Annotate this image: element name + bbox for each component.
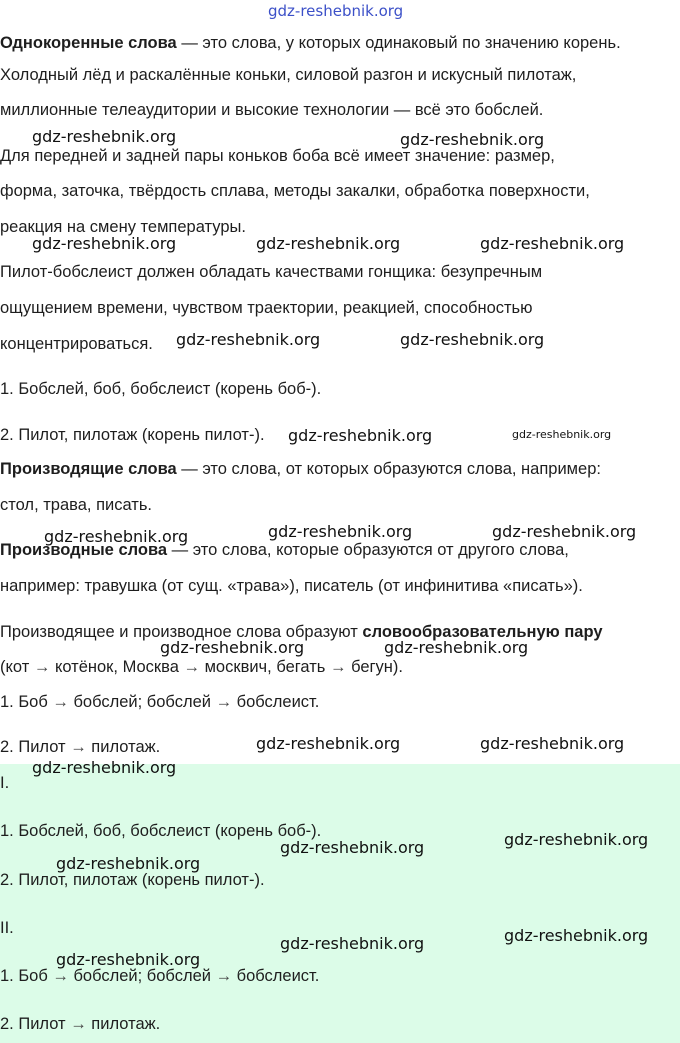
watermark: gdz-reshebnik.org bbox=[268, 522, 413, 541]
answer-block bbox=[0, 764, 680, 1043]
term-pair: словообразовательную пару bbox=[362, 623, 603, 641]
paragraph-cognates-l2: Холодный лёд и раскалённые коньки, силовой разгон и искусный пилотаж, bbox=[0, 66, 577, 84]
arrow-icon: → bbox=[183, 658, 200, 676]
answer-section-1-line-2: 2. Пилот, пилотаж (корень пилот-). bbox=[0, 871, 265, 889]
watermark: gdz-reshebnik.org bbox=[480, 234, 625, 253]
paragraph-pilot-l2: ощущением времени, чувством траектории, реакцией, способностью bbox=[0, 299, 533, 317]
watermark: gdz-reshebnik.org bbox=[280, 838, 425, 857]
arrow-icon: → bbox=[33, 658, 51, 676]
watermark: gdz-reshebnik.org bbox=[256, 234, 401, 253]
paragraph-skates-l2: форма, заточка, твёрдость сплава, методы закалки, обработка поверхности, bbox=[0, 182, 590, 200]
paragraph-derived-l2: например: травушка (от сущ. «трава»), писатель (от инфинитива «писать»). bbox=[0, 577, 583, 595]
chain-line-2: 2. Пилот → пилотаж. bbox=[0, 738, 161, 756]
watermark: gdz-reshebnik.org bbox=[480, 734, 625, 753]
watermark: gdz-reshebnik.org bbox=[32, 234, 177, 253]
paragraph-cognates-l3: миллионные телеаудитории и высокие технологии — всё это бобслей. bbox=[0, 101, 544, 119]
arrow-icon: → bbox=[329, 658, 347, 676]
answer-line-2: 2. Пилот, пилотаж (корень пилот-). bbox=[0, 426, 265, 444]
answer-section-2-line-2: 2. Пилот → пилотаж. bbox=[0, 1015, 161, 1033]
definition-cognates: — это слова, у которых одинаковый по значению корень. bbox=[176, 34, 621, 52]
paragraph-skates-l3: реакция на смену температуры. bbox=[0, 218, 246, 236]
watermark: gdz-reshebnik.org bbox=[32, 758, 177, 777]
watermark: gdz-reshebnik.org bbox=[492, 522, 637, 541]
watermark: gdz-reshebnik.org bbox=[32, 127, 177, 146]
arrow-icon: → bbox=[70, 1015, 87, 1033]
term-derived: Производные слова bbox=[0, 541, 168, 559]
answer-section-2-label: II. bbox=[0, 919, 14, 937]
paragraph-cognates-l1 bbox=[0, 34, 621, 53]
arrow-icon: → bbox=[215, 693, 233, 711]
watermark: gdz-reshebnik.org bbox=[160, 638, 305, 657]
paragraph-producing-l2: стол, трава, писать. bbox=[0, 496, 153, 514]
watermark: gdz-reshebnik.org bbox=[56, 854, 201, 873]
arrow-icon: → bbox=[70, 738, 87, 756]
arrow-icon: → bbox=[215, 967, 233, 985]
answer-line-1: 1. Бобслей, боб, бобслеист (корень боб-). bbox=[0, 380, 322, 398]
answer-section-1-line-1: 1. Бобслей, боб, бобслеист (корень боб-). bbox=[0, 822, 322, 840]
paragraph-pilot-l1: Пилот-бобслеист должен обладать качествами гонщика: безупречным bbox=[0, 263, 543, 281]
watermark: gdz-reshebnik.org bbox=[504, 830, 649, 849]
watermark: gdz-reshebnik.org bbox=[504, 926, 649, 945]
paragraph-skates-l1: Для передней и задней пары коньков боба всё имеет значение: размер, bbox=[0, 147, 555, 165]
watermark: gdz-reshebnik.org bbox=[268, 2, 404, 20]
watermark: gdz-reshebnik.org bbox=[512, 428, 612, 441]
answer-section-2-line-1: 1. Боб → бобслей; бобслей → бобслеист. bbox=[0, 967, 320, 985]
watermark: gdz-reshebnik.org bbox=[400, 330, 545, 349]
watermark: gdz-reshebnik.org bbox=[384, 638, 529, 657]
watermark: gdz-reshebnik.org bbox=[176, 330, 321, 349]
arrow-icon: → bbox=[52, 693, 69, 711]
term-cognates: Однокоренные слова bbox=[0, 34, 177, 52]
pair-text: Производящее и производное слова образуют bbox=[0, 623, 363, 641]
paragraph-pilot-l3: концентрироваться. bbox=[0, 335, 153, 353]
watermark: gdz-reshebnik.org bbox=[400, 130, 545, 149]
watermark: gdz-reshebnik.org bbox=[44, 527, 189, 546]
watermark: gdz-reshebnik.org bbox=[288, 426, 433, 445]
watermark: gdz-reshebnik.org bbox=[56, 950, 201, 969]
term-producing: Производящие слова bbox=[0, 460, 177, 478]
watermark: gdz-reshebnik.org bbox=[280, 934, 425, 953]
paragraph-producing-l1 bbox=[0, 460, 601, 479]
paragraph-pair-l2: (кот → котёнок, Москва → москвич, бегать → бегун). bbox=[0, 658, 403, 676]
watermark: gdz-reshebnik.org bbox=[256, 734, 401, 753]
definition-producing: — это слова, от которых образуются слова, например: bbox=[176, 460, 601, 478]
definition-derived: — это слова, которые образуются от другого слова, bbox=[167, 541, 569, 559]
answer-section-1-label: I. bbox=[0, 774, 10, 792]
chain-line-1: 1. Боб → бобслей; бобслей → бобслеист. bbox=[0, 693, 320, 711]
arrow-icon: → bbox=[52, 967, 69, 985]
